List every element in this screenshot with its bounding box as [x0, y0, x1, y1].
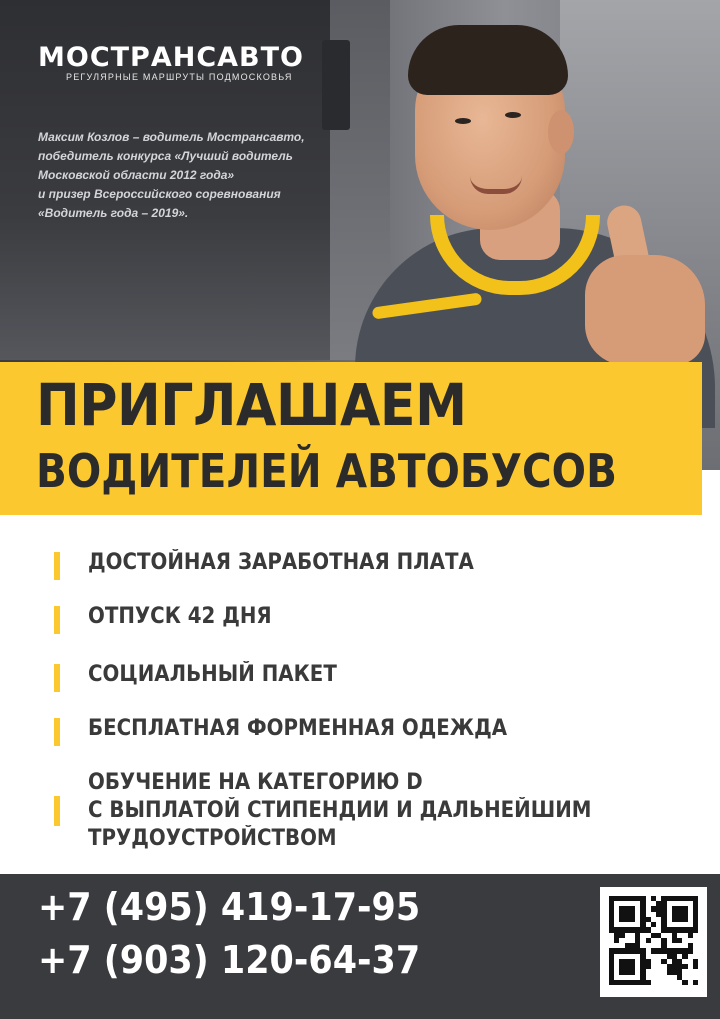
left-eye	[455, 118, 471, 124]
caption-line: Максим Козлов – водитель Мострансавто,	[38, 130, 305, 144]
benefit-text: С ВЫПЛАТОЙ СТИПЕНДИИ И ДАЛЬНЕЙШИМ	[88, 798, 592, 823]
benefit-text: ОТПУСК 42 ДНЯ	[88, 604, 272, 629]
bullet-bar	[54, 606, 60, 634]
brand-tagline: РЕГУЛЯРНЫЕ МАРШРУТЫ ПОДМОСКОВЬЯ	[66, 72, 293, 82]
right-eye	[505, 112, 521, 118]
caption-line: и призер Всероссийского соревнования	[38, 187, 281, 201]
qr-code[interactable]	[600, 887, 707, 997]
phone-number-2[interactable]: +7 (903) 120-64-37	[38, 938, 421, 982]
brand-logo: МОСТРАНСАВТО	[38, 42, 304, 73]
bullet-bar	[54, 552, 60, 580]
headline-line-1: ПРИГЛАШАЕМ	[36, 371, 467, 439]
benefit-text: СОЦИАЛЬНЫЙ ПАКЕТ	[88, 662, 337, 687]
driver-ear	[548, 110, 574, 154]
bullet-bar	[54, 796, 60, 826]
driver-hand	[585, 255, 705, 365]
benefit-text: БЕСПЛАТНАЯ ФОРМЕННАЯ ОДЕЖДА	[88, 716, 508, 741]
headline-line-2: ВОДИТЕЛЕЙ АВТОБУСОВ	[36, 444, 617, 498]
qr-code-icon	[609, 896, 698, 985]
benefit-text: ОБУЧЕНИЕ НА КАТЕГОРИЮ D	[88, 770, 423, 795]
caption-line: Московской области 2012 года»	[38, 168, 235, 182]
phone-number-1[interactable]: +7 (495) 419-17-95	[38, 885, 421, 929]
benefit-text: ТРУДОУСТРОЙСТВОМ	[88, 826, 337, 851]
photo-caption	[38, 128, 338, 223]
caption-line: «Водитель года – 2019».	[38, 206, 189, 220]
caption-line: победитель конкурса «Лучший водитель	[38, 149, 293, 163]
benefit-text: ДОСТОЙНАЯ ЗАРАБОТНАЯ ПЛАТА	[88, 550, 474, 575]
driver-hair	[408, 25, 568, 95]
bullet-bar	[54, 664, 60, 692]
bullet-bar	[54, 718, 60, 746]
